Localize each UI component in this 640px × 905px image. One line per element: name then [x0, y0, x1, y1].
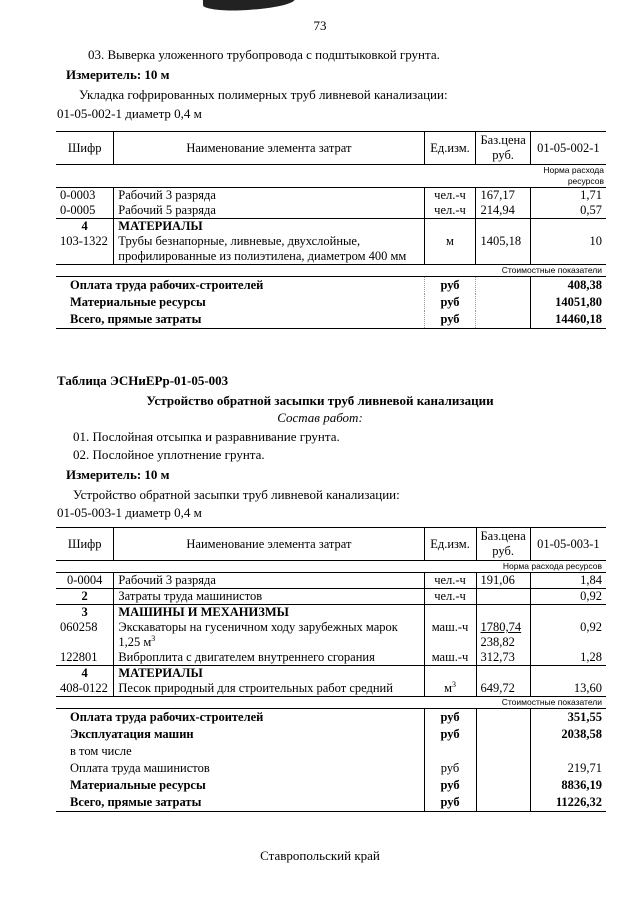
row-unit: чел.-ч: [424, 589, 476, 605]
work-item: 03. Выверка уложенного трубопровода с подштыковкой грунта.: [88, 47, 440, 62]
resource-table-1: [56, 131, 606, 329]
row-norm: 1,71: [530, 188, 606, 204]
section-description: Устройство обратной засыпки труб ливневой канализации:: [73, 487, 400, 502]
row-name: Затраты труда машинистов: [114, 589, 424, 605]
page-footer: Ставропольский край: [260, 848, 380, 863]
header-price: Баз.цена руб.: [476, 528, 530, 561]
group-number: 4: [81, 219, 88, 233]
cost-unit: руб: [424, 709, 476, 727]
row-code: 2: [81, 589, 88, 603]
header-norm: 01-05-002-1: [530, 132, 606, 165]
machine-name: Виброплита с двигателем внутреннего сгорания: [114, 650, 424, 666]
work-item: 01. Послойная отсыпка и разравнивание грунта.: [73, 429, 340, 444]
section-heading: Устройство обратной засыпки труб ливневой канализации: [146, 393, 494, 408]
machine-code: 060258: [60, 620, 98, 634]
composition-label: Состав работ:: [277, 410, 363, 425]
cost-unit: руб: [424, 277, 476, 295]
machine-code: 122801: [60, 650, 98, 664]
row-unit: чел.-ч: [424, 203, 476, 219]
cost-unit: руб: [424, 794, 476, 812]
section-description: Укладка гофрированных полимерных труб ливневой канализации:: [79, 87, 448, 102]
cost-value: 408,38: [530, 277, 606, 295]
measure-label: Измеритель: 10 м: [66, 467, 170, 482]
group-name: МАТЕРИАЛЫ: [114, 219, 424, 235]
cost-note: в том числе: [70, 744, 132, 758]
table-title: Таблица ЭСНиЕРр-01-05-003: [57, 373, 229, 388]
cost-value: 351,55: [530, 709, 606, 727]
material-unit: м: [424, 234, 476, 265]
cost-name: Всего, прямые затраты: [56, 794, 424, 812]
material-price: 1405,18: [476, 234, 530, 265]
code-line: 01-05-003-1 диаметр 0,4 м: [57, 505, 202, 520]
material-name: Песок природный для строительных работ средний: [114, 681, 424, 697]
cost-name: Всего, прямые затраты: [56, 311, 424, 329]
scan-artifact: [203, 0, 296, 12]
code-line: 01-05-002-1 диаметр 0,4 м: [57, 106, 202, 121]
row-code: 0-0003: [60, 188, 96, 202]
cost-value: 14051,80: [530, 294, 606, 311]
row-price: [476, 589, 530, 605]
row-norm: 1,84: [530, 573, 606, 589]
row-name: Рабочий 5 разряда: [114, 203, 424, 219]
page-number: 73: [313, 18, 327, 33]
cost-name: Эксплуатация машин: [70, 727, 194, 741]
cost-value: 2038,58: [530, 726, 606, 743]
row-price: 191,06: [476, 573, 530, 589]
group-name: МАТЕРИАЛЫ: [114, 666, 424, 682]
cost-value: 219,71: [530, 760, 606, 777]
cost-value: 8836,19: [530, 777, 606, 794]
material-norm: 10: [530, 234, 606, 265]
machine-unit: маш.-ч: [424, 620, 476, 650]
material-code: 103-1322: [60, 234, 108, 248]
machine-price: 1780,74 238,82: [476, 620, 530, 650]
row-name: Рабочий 3 разряда: [114, 573, 424, 589]
material-price: 649,72: [476, 681, 530, 697]
row-code: 0-0005: [60, 203, 96, 217]
cost-name: Материальные ресурсы: [70, 778, 206, 792]
group-name: МАШИНЫ И МЕХАНИЗМЫ: [114, 605, 424, 621]
cost-name: Оплата труда рабочих-строителей: [70, 710, 264, 724]
cost-unit: руб: [424, 760, 476, 777]
cost-caption: Стоимостные показатели: [56, 265, 606, 277]
cost-name: Оплата труда рабочих-строителей: [70, 278, 264, 292]
machine-norm: 0,92: [530, 620, 606, 650]
material-norm: 13,60: [530, 681, 606, 697]
row-price: 214,94: [476, 203, 530, 219]
row-unit: чел.-ч: [424, 573, 476, 589]
machine-name: Экскаваторы на гусеничном ходу зарубежных марок 1,25 $м^3$: [114, 620, 424, 650]
header-name: Наименование элемента затрат: [114, 132, 424, 165]
group-number: 3: [81, 605, 88, 619]
row-code: 0-0004: [66, 573, 103, 587]
measure-label: Измеритель: 10 м: [66, 67, 170, 82]
material-code: 408-0122: [60, 681, 108, 695]
header-code: Шифр: [56, 132, 114, 165]
cost-value: 11226,32: [530, 794, 606, 812]
header-name: Наименование элемента затрат: [114, 528, 424, 561]
row-norm: 0,57: [530, 203, 606, 219]
header-unit: Ед.изм.: [424, 132, 476, 165]
norm-caption: Норма расхода ресурсов: [530, 165, 606, 188]
header-norm: 01-05-003-1: [530, 528, 606, 561]
row-norm: 0,92: [530, 589, 606, 605]
cost-unit: руб: [424, 311, 476, 329]
machine-price: 312,73: [476, 650, 530, 666]
row-name: Рабочий 3 разряда: [114, 188, 424, 204]
header-unit: Ед.изм.: [424, 528, 476, 561]
resource-table-2: [56, 527, 606, 812]
group-number: 4: [81, 666, 88, 680]
cost-caption: Стоимостные показатели: [56, 697, 606, 709]
machine-norm: 1,28: [530, 650, 606, 666]
cost-unit: руб: [424, 777, 476, 794]
cost-name: Материальные ресурсы: [70, 295, 206, 309]
material-unit: $м^3$: [424, 681, 476, 697]
work-item: 02. Послойное уплотнение грунта.: [73, 447, 265, 462]
cost-value: 14460,18: [530, 311, 606, 329]
material-name: Трубы безнапорные, ливневые, двухслойные, профилированные из полиэтилена, диаметром 400 мм: [114, 234, 424, 265]
header-code: Шифр: [56, 528, 114, 561]
cost-name: Оплата труда машинистов: [70, 761, 210, 775]
header-price: Баз.цена руб.: [476, 132, 530, 165]
machine-unit: маш.-ч: [424, 650, 476, 666]
cost-unit: руб: [424, 294, 476, 311]
row-unit: чел.-ч: [424, 188, 476, 204]
cost-unit: руб: [424, 726, 476, 743]
row-price: 167,17: [476, 188, 530, 204]
norm-caption: Норма расхода ресурсов: [56, 561, 606, 573]
